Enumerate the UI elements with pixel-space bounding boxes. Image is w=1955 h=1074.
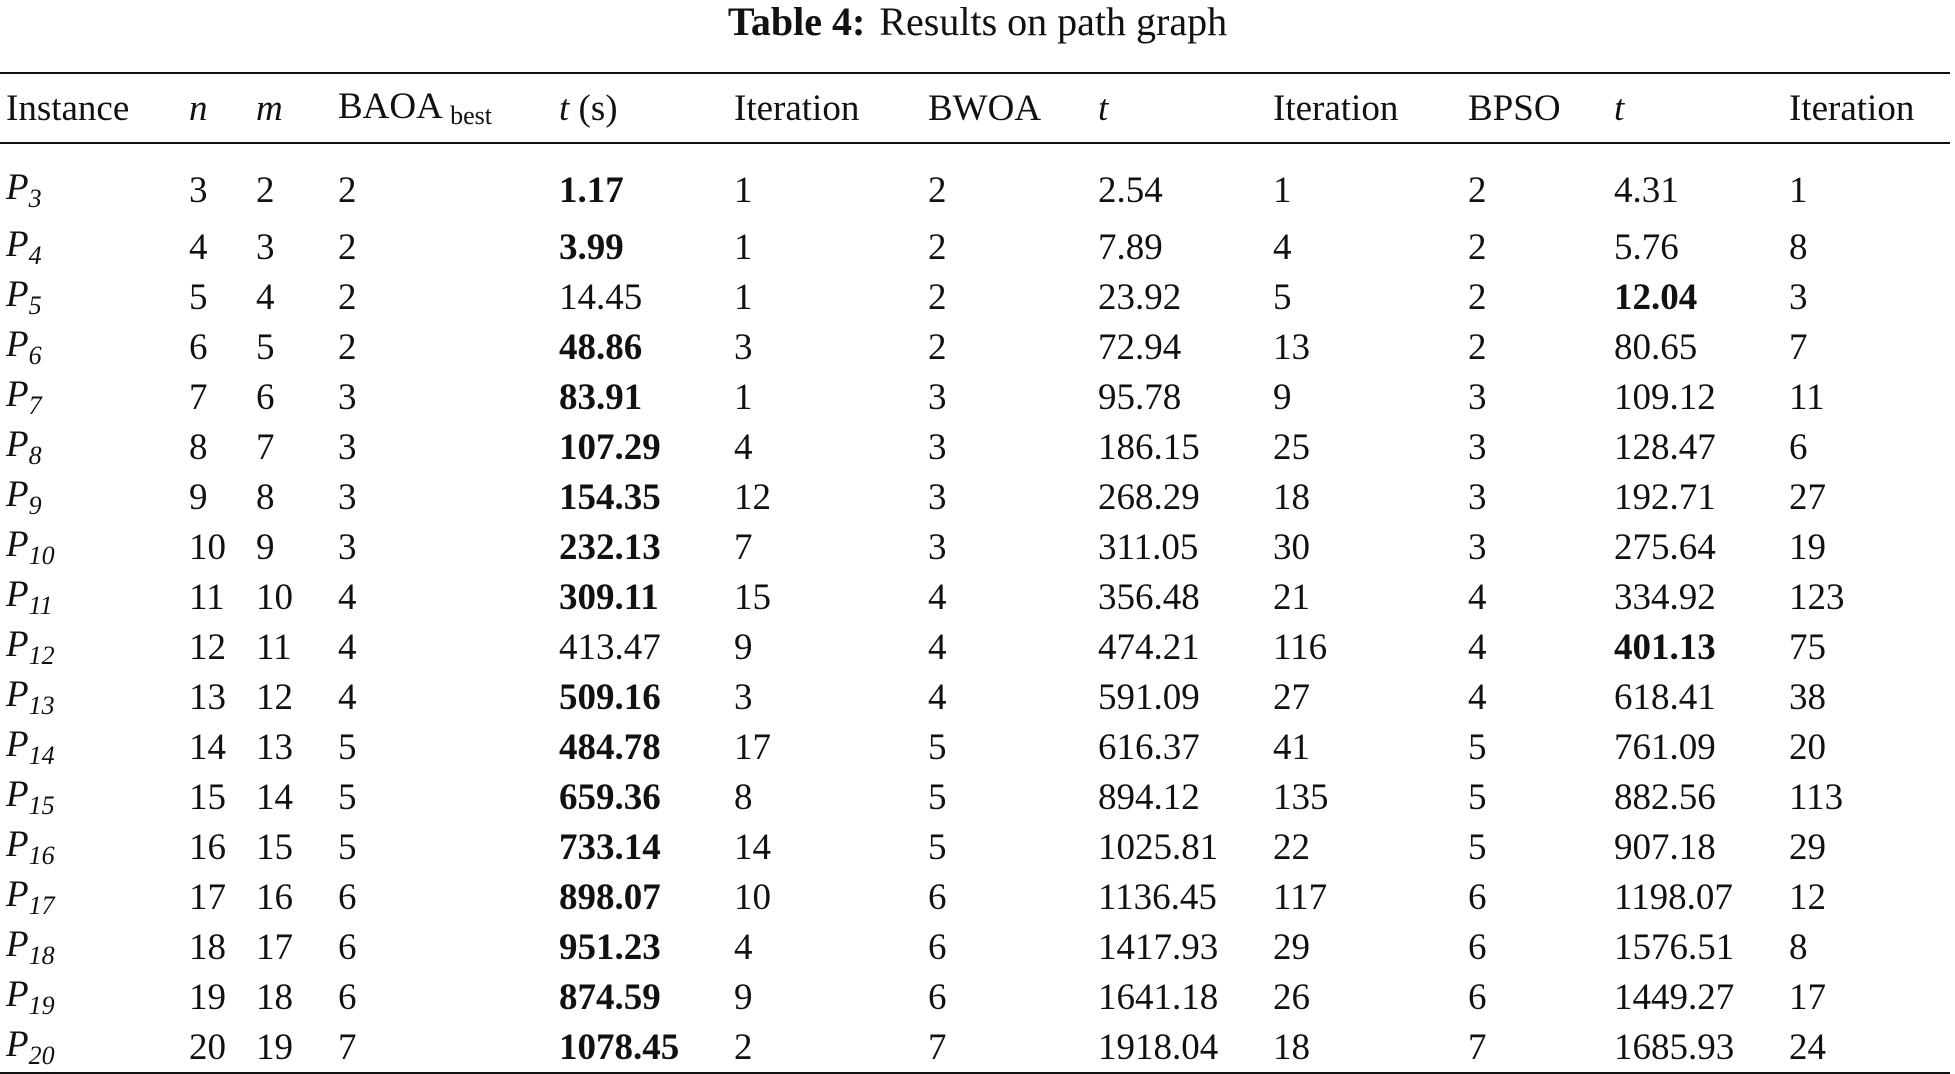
- t-baoa-cell: 3.99: [559, 226, 624, 268]
- table-row: [0, 272, 1950, 322]
- bpso-cell: 4: [1468, 626, 1487, 668]
- t-bwoa-cell: 1025.81: [1098, 826, 1219, 868]
- iteration-bpso-cell: 27: [1789, 476, 1826, 518]
- n-cell: 7: [189, 376, 208, 418]
- table-row: [0, 822, 1950, 872]
- t-bpso-cell: 882.56: [1614, 776, 1716, 818]
- iteration-bwoa-cell: 5: [1273, 276, 1292, 318]
- m-cell: 7: [256, 426, 275, 468]
- bpso-cell: 4: [1468, 676, 1487, 718]
- instance-subscript: 16: [28, 841, 55, 870]
- instance-subscript: 12: [28, 641, 55, 670]
- t-bpso-cell: 275.64: [1614, 526, 1716, 568]
- iteration-bpso-cell: 38: [1789, 676, 1826, 718]
- instance-cell: [0, 372, 183, 422]
- baoa-best-cell: 5: [338, 776, 357, 818]
- instance-subscript: 8: [28, 441, 42, 470]
- instance-symbol: P: [6, 974, 29, 1015]
- bpso-cell: 2: [1468, 226, 1487, 268]
- iteration-baoa-cell: 17: [734, 726, 771, 768]
- n-cell: 16: [189, 826, 226, 868]
- m-cell: 15: [256, 826, 293, 868]
- iteration-baoa-cell: 12: [734, 476, 771, 518]
- iteration-bpso-cell: 123: [1789, 576, 1845, 618]
- iteration-bwoa-cell: 30: [1273, 526, 1310, 568]
- baoa-subscript: best: [450, 101, 492, 130]
- instance-cell: [0, 272, 183, 322]
- col-header-instance: Instance: [6, 87, 130, 129]
- iteration-bpso-cell: 8: [1789, 926, 1808, 968]
- bwoa-cell: 3: [928, 526, 947, 568]
- t-bpso-cell: 1198.07: [1614, 876, 1733, 918]
- table-row: [0, 1022, 1950, 1073]
- t-bpso-cell: 1685.93: [1614, 1026, 1735, 1068]
- t-baoa-cell: 1.17: [559, 169, 624, 211]
- instance-subscript: 10: [28, 541, 55, 570]
- bpso-cell: 5: [1468, 776, 1487, 818]
- results-table: [0, 72, 1950, 1074]
- instance-symbol: P: [6, 324, 29, 365]
- table-row: [0, 322, 1950, 372]
- iteration-bpso-cell: 3: [1789, 276, 1808, 318]
- t-bwoa-cell: 186.15: [1098, 426, 1200, 468]
- n-cell: 11: [189, 576, 225, 618]
- table-caption: [0, 0, 1955, 52]
- baoa-best-cell: 6: [338, 876, 357, 918]
- m-cell: 13: [256, 726, 293, 768]
- iteration-bwoa-cell: 4: [1273, 226, 1292, 268]
- instance-subscript: 4: [28, 241, 42, 270]
- n-cell: 13: [189, 676, 226, 718]
- table-row: [0, 922, 1950, 972]
- bwoa-cell: 3: [928, 426, 947, 468]
- m-cell: 5: [256, 326, 275, 368]
- bwoa-cell: 5: [928, 776, 947, 818]
- iteration-bwoa-cell: 116: [1273, 626, 1328, 668]
- t-bwoa-cell: 1136.45: [1098, 876, 1217, 918]
- t-bpso-cell: 907.18: [1614, 826, 1716, 868]
- instance-subscript: 3: [28, 184, 42, 213]
- t-bwoa-cell: 311.05: [1098, 526, 1199, 568]
- col-header-m: m: [256, 87, 283, 129]
- bpso-cell: 7: [1468, 1026, 1487, 1068]
- iteration-bwoa-cell: 9: [1273, 376, 1292, 418]
- t-baoa-cell: 413.47: [559, 626, 661, 668]
- t-bwoa-cell: 23.92: [1098, 276, 1182, 318]
- baoa-best-cell: 3: [338, 526, 357, 568]
- iteration-bwoa-cell: 21: [1273, 576, 1310, 618]
- table-row: [0, 722, 1950, 772]
- iteration-bwoa-cell: 135: [1273, 776, 1329, 818]
- bwoa-cell: 4: [928, 676, 947, 718]
- t-baoa-cell: 484.78: [559, 726, 661, 768]
- instance-subscript: 18: [28, 941, 55, 970]
- t-bpso-cell: 1449.27: [1614, 976, 1735, 1018]
- bwoa-cell: 2: [928, 226, 947, 268]
- t-baoa-cell: 509.16: [559, 676, 661, 718]
- baoa-best-cell: 4: [338, 676, 357, 718]
- baoa-best-cell: 5: [338, 726, 357, 768]
- instance-subscript: 6: [28, 341, 42, 370]
- iteration-baoa-cell: 4: [734, 426, 753, 468]
- iteration-bwoa-cell: 41: [1273, 726, 1310, 768]
- t-baoa-cell: 659.36: [559, 776, 661, 818]
- iteration-bwoa-cell: 18: [1273, 476, 1310, 518]
- t-baoa-cell: 1078.45: [559, 1026, 680, 1068]
- bpso-cell: 3: [1468, 526, 1487, 568]
- n-cell: 19: [189, 976, 226, 1018]
- bpso-cell: 3: [1468, 376, 1487, 418]
- t-bwoa-cell: 1918.04: [1098, 1026, 1219, 1068]
- t-bwoa-cell: 268.29: [1098, 476, 1200, 518]
- instance-subscript: 19: [28, 991, 55, 1020]
- iteration-baoa-cell: 1: [734, 169, 753, 211]
- bpso-cell: 6: [1468, 976, 1487, 1018]
- iteration-baoa-cell: 2: [734, 1026, 753, 1068]
- t-bpso-cell: 401.13: [1614, 626, 1716, 668]
- header-row: [0, 73, 1950, 143]
- t-bwoa-cell: 591.09: [1098, 676, 1200, 718]
- baoa-best-cell: 3: [338, 426, 357, 468]
- iteration-baoa-cell: 3: [734, 326, 753, 368]
- iteration-bwoa-cell: 1: [1273, 169, 1292, 211]
- iteration-baoa-cell: 8: [734, 776, 753, 818]
- t-baoa-cell: 83.91: [559, 376, 643, 418]
- bpso-cell: 5: [1468, 726, 1487, 768]
- t-bwoa-cell: 1641.18: [1098, 976, 1219, 1018]
- col-header-iteration-bwoa: Iteration: [1273, 87, 1399, 129]
- iteration-bwoa-cell: 18: [1273, 1026, 1310, 1068]
- instance-symbol: P: [6, 724, 29, 765]
- t-bpso-cell: 109.12: [1614, 376, 1716, 418]
- baoa-best-cell: 3: [338, 376, 357, 418]
- col-header-iteration-bpso: Iteration: [1789, 87, 1915, 129]
- instance-symbol: P: [6, 824, 29, 865]
- baoa-best-cell: 2: [338, 276, 357, 318]
- bpso-cell: 2: [1468, 326, 1487, 368]
- t-baoa-cell: 309.11: [559, 576, 659, 618]
- iteration-baoa-cell: 9: [734, 976, 753, 1018]
- t-bpso-cell: 4.31: [1614, 169, 1679, 211]
- bpso-cell: 6: [1468, 876, 1487, 918]
- m-cell: 3: [256, 226, 275, 268]
- col-header-bpso: BPSO: [1468, 87, 1561, 129]
- caption-label: Table 4:: [727, 0, 866, 44]
- table-row: [0, 872, 1950, 922]
- iteration-bpso-cell: 1: [1789, 169, 1808, 211]
- iteration-baoa-cell: 15: [734, 576, 771, 618]
- iteration-bpso-cell: 11: [1789, 376, 1825, 418]
- instance-cell: [0, 1022, 183, 1073]
- m-cell: 19: [256, 1026, 293, 1068]
- instance-symbol: P: [6, 424, 29, 465]
- t-baoa-cell: 154.35: [559, 476, 661, 518]
- t-bwoa-cell: 95.78: [1098, 376, 1182, 418]
- t-baoa-cell: 874.59: [559, 976, 661, 1018]
- instance-cell: [0, 722, 183, 772]
- t-bwoa-cell: 2.54: [1098, 169, 1163, 211]
- iteration-baoa-cell: 10: [734, 876, 771, 918]
- bwoa-cell: 2: [928, 326, 947, 368]
- t-baoa-cell: 232.13: [559, 526, 661, 568]
- t-bpso-cell: 5.76: [1614, 226, 1679, 268]
- iteration-bpso-cell: 75: [1789, 626, 1826, 668]
- table-row: [0, 672, 1950, 722]
- table-row: [0, 372, 1950, 422]
- bwoa-cell: 7: [928, 1026, 947, 1068]
- instance-cell: [0, 472, 183, 522]
- baoa-best-cell: 4: [338, 626, 357, 668]
- instance-symbol: P: [6, 524, 29, 565]
- instance-subscript: 14: [28, 741, 55, 770]
- baoa-best-cell: 2: [338, 169, 357, 211]
- t-bpso-cell: 12.04: [1614, 276, 1698, 318]
- n-cell: 9: [189, 476, 208, 518]
- n-cell: 18: [189, 926, 226, 968]
- table-row: [0, 622, 1950, 672]
- m-cell: 4: [256, 276, 275, 318]
- instance-symbol: P: [6, 474, 29, 515]
- instance-symbol: P: [6, 624, 29, 665]
- instance-symbol: P: [6, 574, 29, 615]
- bpso-cell: 3: [1468, 426, 1487, 468]
- instance-symbol: P: [6, 224, 29, 265]
- instance-subscript: 20: [28, 1041, 55, 1070]
- n-cell: 4: [189, 226, 208, 268]
- bpso-cell: 2: [1468, 169, 1487, 211]
- instance-symbol: P: [6, 674, 29, 715]
- t-bwoa-cell: 1417.93: [1098, 926, 1219, 968]
- m-cell: 16: [256, 876, 293, 918]
- instance-cell: [0, 672, 183, 722]
- t-baoa-cell: 951.23: [559, 926, 661, 968]
- m-cell: 8: [256, 476, 275, 518]
- n-cell: 3: [189, 169, 208, 211]
- t-bwoa-cell: 616.37: [1098, 726, 1200, 768]
- instance-symbol: P: [6, 374, 29, 415]
- instance-subscript: 5: [28, 291, 42, 320]
- iteration-baoa-cell: 1: [734, 376, 753, 418]
- t-label: t: [559, 87, 570, 129]
- iteration-baoa-cell: 4: [734, 926, 753, 968]
- col-header-bwoa: BWOA: [928, 87, 1042, 129]
- bwoa-cell: 4: [928, 576, 947, 618]
- bpso-cell: 3: [1468, 476, 1487, 518]
- col-header-iteration-baoa: Iteration: [734, 87, 860, 129]
- m-cell: 9: [256, 526, 275, 568]
- instance-cell: [0, 322, 183, 372]
- col-header-baoa: [332, 73, 553, 143]
- m-cell: 12: [256, 676, 293, 718]
- t-baoa-cell: 107.29: [559, 426, 661, 468]
- instance-subscript: 7: [28, 391, 42, 420]
- iteration-bpso-cell: 29: [1789, 826, 1826, 868]
- iteration-bpso-cell: 19: [1789, 526, 1826, 568]
- m-cell: 17: [256, 926, 293, 968]
- table-row: [0, 572, 1950, 622]
- n-cell: 6: [189, 326, 208, 368]
- iteration-bwoa-cell: 13: [1273, 326, 1310, 368]
- instance-cell: [0, 622, 183, 672]
- col-header-t-bwoa: t: [1098, 87, 1109, 129]
- iteration-baoa-cell: 1: [734, 226, 753, 268]
- bpso-cell: 2: [1468, 276, 1487, 318]
- baoa-best-cell: 6: [338, 926, 357, 968]
- bwoa-cell: 5: [928, 826, 947, 868]
- instance-symbol: P: [6, 167, 29, 208]
- table-row: [0, 222, 1950, 272]
- table-row: [0, 472, 1950, 522]
- baoa-best-cell: 5: [338, 826, 357, 868]
- bwoa-cell: 3: [928, 476, 947, 518]
- iteration-baoa-cell: 3: [734, 676, 753, 718]
- t-baoa-cell: 14.45: [559, 276, 643, 318]
- bwoa-cell: 5: [928, 726, 947, 768]
- caption-text: Results on path graph: [879, 0, 1228, 44]
- t-bpso-cell: 128.47: [1614, 426, 1716, 468]
- instance-cell: [0, 143, 183, 222]
- t-baoa-cell: 733.14: [559, 826, 661, 868]
- m-cell: 10: [256, 576, 293, 618]
- m-cell: 18: [256, 976, 293, 1018]
- iteration-bpso-cell: 8: [1789, 226, 1808, 268]
- instance-symbol: P: [6, 1024, 29, 1065]
- t-bwoa-cell: 474.21: [1098, 626, 1200, 668]
- iteration-bwoa-cell: 117: [1273, 876, 1328, 918]
- baoa-best-cell: 7: [338, 1026, 357, 1068]
- iteration-bpso-cell: 12: [1789, 876, 1826, 918]
- table-row: [0, 972, 1950, 1022]
- n-cell: 15: [189, 776, 226, 818]
- instance-subscript: 15: [28, 791, 55, 820]
- m-cell: 11: [256, 626, 292, 668]
- iteration-bpso-cell: 20: [1789, 726, 1826, 768]
- col-header-t-bpso: t: [1614, 87, 1625, 129]
- instance-cell: [0, 872, 183, 922]
- n-cell: 14: [189, 726, 226, 768]
- m-cell: 2: [256, 169, 275, 211]
- bwoa-cell: 4: [928, 626, 947, 668]
- t-bwoa-cell: 356.48: [1098, 576, 1200, 618]
- instance-cell: [0, 222, 183, 272]
- baoa-label: BAOA: [338, 86, 441, 127]
- table-row: [0, 143, 1950, 222]
- bwoa-cell: 6: [928, 926, 947, 968]
- iteration-baoa-cell: 1: [734, 276, 753, 318]
- iteration-baoa-cell: 9: [734, 626, 753, 668]
- m-cell: 6: [256, 376, 275, 418]
- iteration-bwoa-cell: 27: [1273, 676, 1310, 718]
- bwoa-cell: 2: [928, 276, 947, 318]
- n-cell: 17: [189, 876, 226, 918]
- iteration-baoa-cell: 7: [734, 526, 753, 568]
- col-header-t-baoa: [553, 73, 728, 143]
- bpso-cell: 5: [1468, 826, 1487, 868]
- bwoa-cell: 3: [928, 376, 947, 418]
- baoa-best-cell: 6: [338, 976, 357, 1018]
- instance-cell: [0, 822, 183, 872]
- baoa-best-cell: 2: [338, 326, 357, 368]
- table-row: [0, 522, 1950, 572]
- n-cell: 20: [189, 1026, 226, 1068]
- m-cell: 14: [256, 776, 293, 818]
- baoa-best-cell: 3: [338, 476, 357, 518]
- t-bpso-cell: 618.41: [1614, 676, 1716, 718]
- instance-cell: [0, 572, 183, 622]
- instance-cell: [0, 422, 183, 472]
- n-cell: 5: [189, 276, 208, 318]
- instance-cell: [0, 772, 183, 822]
- baoa-best-cell: 4: [338, 576, 357, 618]
- table-body: [0, 143, 1950, 1073]
- bwoa-cell: 2: [928, 169, 947, 211]
- n-cell: 10: [189, 526, 226, 568]
- t-bpso-cell: 80.65: [1614, 326, 1698, 368]
- t-baoa-cell: 48.86: [559, 326, 643, 368]
- bwoa-cell: 6: [928, 976, 947, 1018]
- table-row: [0, 422, 1950, 472]
- iteration-bpso-cell: 24: [1789, 1026, 1826, 1068]
- t-baoa-cell: 898.07: [559, 876, 661, 918]
- instance-symbol: P: [6, 274, 29, 315]
- t-bwoa-cell: 72.94: [1098, 326, 1182, 368]
- n-cell: 8: [189, 426, 208, 468]
- t-bpso-cell: 1576.51: [1614, 926, 1735, 968]
- instance-symbol: P: [6, 874, 29, 915]
- instance-cell: [0, 922, 183, 972]
- iteration-bwoa-cell: 22: [1273, 826, 1310, 868]
- instance-subscript: 17: [28, 891, 55, 920]
- iteration-bpso-cell: 113: [1789, 776, 1844, 818]
- table-row: [0, 772, 1950, 822]
- iteration-bpso-cell: 6: [1789, 426, 1808, 468]
- instance-subscript: 11: [28, 591, 53, 620]
- iteration-bpso-cell: 7: [1789, 326, 1808, 368]
- iteration-bwoa-cell: 26: [1273, 976, 1310, 1018]
- iteration-bpso-cell: 17: [1789, 976, 1826, 1018]
- t-bpso-cell: 192.71: [1614, 476, 1716, 518]
- iteration-baoa-cell: 14: [734, 826, 771, 868]
- bwoa-cell: 6: [928, 876, 947, 918]
- t-bwoa-cell: 7.89: [1098, 226, 1163, 268]
- baoa-best-cell: 2: [338, 226, 357, 268]
- instance-symbol: P: [6, 774, 29, 815]
- iteration-bwoa-cell: 29: [1273, 926, 1310, 968]
- col-header-n: n: [189, 87, 208, 129]
- bpso-cell: 4: [1468, 576, 1487, 618]
- t-bpso-cell: 334.92: [1614, 576, 1716, 618]
- bpso-cell: 6: [1468, 926, 1487, 968]
- t-unit: (s): [578, 87, 618, 129]
- instance-subscript: 13: [28, 691, 55, 720]
- instance-cell: [0, 522, 183, 572]
- n-cell: 12: [189, 626, 226, 668]
- instance-cell: [0, 972, 183, 1022]
- iteration-bwoa-cell: 25: [1273, 426, 1310, 468]
- t-bwoa-cell: 894.12: [1098, 776, 1200, 818]
- t-bpso-cell: 761.09: [1614, 726, 1716, 768]
- instance-subscript: 9: [28, 491, 42, 520]
- instance-symbol: P: [6, 924, 29, 965]
